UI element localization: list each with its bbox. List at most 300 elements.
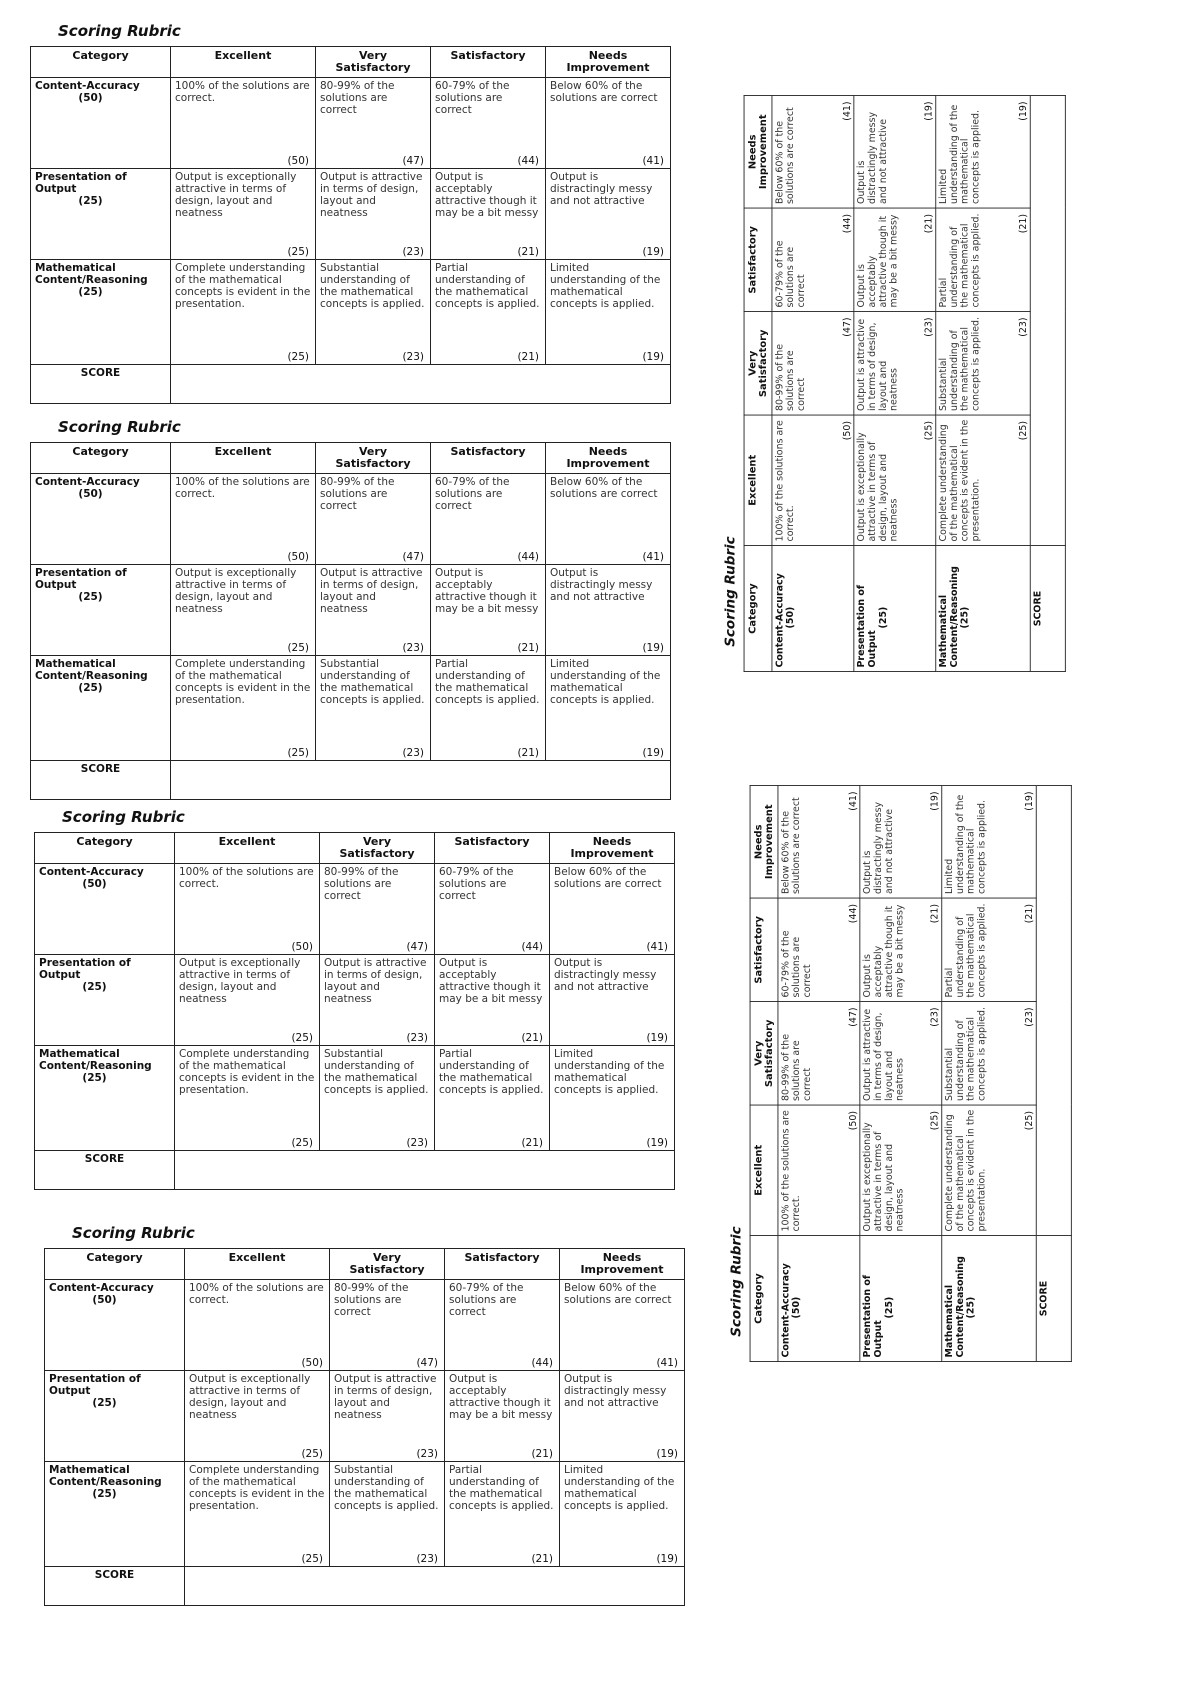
criterion-cell	[316, 169, 431, 260]
criterion-text: Complete understanding of the mathematical concepts is evident in the presentation.	[179, 1048, 315, 1096]
category-name: Presentation of Output	[862, 1274, 884, 1358]
category-cell	[45, 1280, 185, 1371]
criterion-cell	[936, 415, 1031, 545]
criterion-cell	[171, 474, 316, 565]
criterion-cell	[330, 1371, 445, 1462]
criterion-cell	[316, 260, 431, 365]
category-name: Content-Accuracy	[39, 866, 144, 878]
table-row	[35, 1046, 675, 1151]
criterion-cell	[546, 565, 671, 656]
table-row	[45, 1371, 685, 1462]
criterion-text: Output is acceptably attractive though it may be a bit messy	[439, 957, 543, 1005]
criterion-text: Output is exceptionally attractive in terms of design, layout and neatness	[862, 1122, 906, 1232]
scoring-rubric	[722, 95, 1066, 672]
criterion-score: (50)	[287, 155, 309, 167]
criterion-score: (19)	[642, 246, 664, 258]
criterion-cell	[772, 415, 854, 545]
score-row	[1030, 96, 1065, 672]
criterion-text: 80-99% of the solutions are correct	[324, 866, 399, 902]
criterion-text: Output is distractingly messy and not attractive	[550, 567, 653, 603]
criterion-text: Output is acceptably attractive though it may be a bit messy	[856, 214, 900, 308]
criterion-cell	[550, 864, 675, 955]
header-row	[31, 443, 671, 474]
rubric-table	[30, 46, 671, 404]
criterion-score: (47)	[841, 317, 853, 337]
criterion-cell	[854, 208, 936, 312]
criterion-score: (25)	[287, 351, 309, 363]
criterion-cell	[171, 78, 316, 169]
score-label: SCORE	[45, 1567, 185, 1606]
header-needs-improvement: Needs Improvement	[546, 443, 671, 474]
rubric-title: Scoring Rubric	[58, 22, 181, 40]
category-cell	[31, 260, 171, 365]
criterion-text: Partial understanding of the mathematical concepts is applied.	[435, 262, 540, 310]
category-name: Mathematical Content/Reasoning	[944, 1256, 966, 1358]
criterion-score: (47)	[847, 1007, 859, 1027]
score-label: SCORE	[31, 365, 171, 404]
criterion-text: Output is exceptionally attractive in terms of design, layout and neatness	[189, 1373, 311, 1421]
rubric-title: Scoring Rubric	[72, 1224, 195, 1242]
criterion-text: Output is exceptionally attractive in terms of design, layout and neatness	[175, 171, 297, 219]
score-label: SCORE	[31, 761, 171, 800]
criterion-text: Output is distractingly messy and not attractive	[554, 957, 657, 993]
criterion-text: Limited understanding of the mathematical concepts is applied.	[944, 794, 988, 894]
criterion-text: Output is attractive in terms of design, layout and neatness	[324, 957, 427, 1005]
header-category: Category	[744, 546, 772, 672]
criterion-cell	[185, 1371, 330, 1462]
criterion-score: (21)	[1018, 213, 1029, 234]
criterion-score: (21)	[517, 747, 539, 759]
category-points: (25)	[78, 286, 103, 298]
score-field[interactable]	[171, 761, 671, 800]
category-cell	[31, 656, 171, 761]
table-row	[31, 565, 671, 656]
category-cell	[45, 1371, 185, 1462]
criterion-score: (21)	[1024, 903, 1035, 924]
criterion-cell	[546, 656, 671, 761]
criterion-score: (19)	[646, 1137, 668, 1149]
criterion-text: Below 60% of the solutions are correct	[550, 476, 658, 500]
table-row	[31, 260, 671, 365]
table-row	[942, 786, 1037, 1362]
scoring-rubric	[728, 785, 1072, 1362]
criterion-score: (25)	[923, 420, 935, 441]
criterion-score: (44)	[847, 903, 859, 924]
category-name: Content-Accuracy	[35, 476, 140, 488]
criterion-score: (23)	[402, 642, 424, 654]
header-row	[35, 833, 675, 864]
criterion-cell	[171, 565, 316, 656]
scoring-rubric	[44, 1224, 685, 1606]
criterion-score: (21)	[531, 1448, 553, 1460]
criterion-text: Output is acceptably attractive though it may be a bit messy	[449, 1373, 553, 1421]
criterion-cell	[854, 415, 936, 545]
criterion-score: (50)	[287, 551, 309, 563]
table-row	[45, 1280, 685, 1371]
criterion-score: (23)	[406, 1137, 428, 1149]
category-cell	[860, 1236, 942, 1362]
criterion-text: Limited understanding of the mathematical concepts is applied.	[938, 104, 982, 204]
criterion-text: Substantial understanding of the mathematical concepts is applied.	[944, 1006, 988, 1101]
criterion-cell	[550, 955, 675, 1046]
criterion-cell	[185, 1462, 330, 1567]
score-label: SCORE	[35, 1151, 175, 1190]
criterion-score: (19)	[642, 747, 664, 759]
score-row	[31, 365, 671, 404]
criterion-cell	[778, 786, 860, 899]
criterion-score: (21)	[521, 1137, 543, 1149]
table-row	[854, 96, 936, 672]
header-satisfactory: Satisfactory	[431, 47, 546, 78]
rubric-table	[34, 832, 675, 1190]
category-points: (50)	[82, 878, 107, 890]
criterion-cell	[175, 864, 320, 955]
criterion-cell	[778, 1105, 860, 1236]
criterion-text: Output is distractingly messy and not attractive	[550, 171, 653, 207]
criterion-score: (23)	[402, 747, 424, 759]
criterion-text: 100% of the solutions are correct.	[179, 866, 314, 890]
criterion-score: (19)	[656, 1448, 678, 1460]
criterion-score: (25)	[929, 1110, 941, 1131]
category-name: Mathematical Content/Reasoning	[39, 1048, 152, 1072]
criterion-text: Partial understanding of the mathematical concepts is applied.	[944, 903, 988, 998]
header-very-satisfactory: Very Satisfactory	[750, 1002, 778, 1106]
table-row	[31, 169, 671, 260]
criterion-score: (21)	[517, 351, 539, 363]
criterion-score: (25)	[291, 1032, 313, 1044]
score-field[interactable]	[171, 365, 671, 404]
criterion-text: 100% of the solutions are correct.	[780, 1110, 802, 1232]
criterion-cell	[171, 656, 316, 761]
criterion-score: (25)	[287, 642, 309, 654]
rubric-table	[744, 95, 1066, 672]
category-cell	[35, 955, 175, 1046]
header-category: Category	[750, 1236, 778, 1362]
header-needs-improvement: Needs Improvement	[546, 47, 671, 78]
criterion-cell	[546, 474, 671, 565]
criterion-text: 60-79% of the solutions are correct	[449, 1282, 524, 1318]
table-row	[35, 864, 675, 955]
criterion-text: Partial understanding of the mathematical concepts is applied.	[435, 658, 540, 706]
score-row	[45, 1567, 685, 1606]
criterion-text: Substantial understanding of the mathematical concepts is applied.	[938, 316, 982, 411]
category-name: Content-Accuracy	[35, 80, 140, 92]
category-cell	[31, 78, 171, 169]
category-cell	[854, 546, 936, 672]
criterion-cell	[560, 1462, 685, 1567]
criterion-score: (23)	[402, 246, 424, 258]
criterion-text: Limited understanding of the mathematical concepts is applied.	[550, 262, 661, 310]
criterion-text: Limited understanding of the mathematical concepts is applied.	[554, 1048, 665, 1096]
criterion-cell	[860, 898, 942, 1002]
criterion-text: Below 60% of the solutions are correct	[550, 80, 658, 104]
score-field[interactable]	[175, 1151, 675, 1190]
criterion-score: (44)	[521, 941, 543, 953]
criterion-cell	[431, 656, 546, 761]
criterion-cell	[778, 898, 860, 1002]
criterion-score: (44)	[517, 551, 539, 563]
header-very-satisfactory: Very Satisfactory	[330, 1249, 445, 1280]
criterion-text: 100% of the solutions are correct.	[175, 80, 310, 104]
criterion-cell	[320, 1046, 435, 1151]
criterion-cell	[320, 864, 435, 955]
category-cell	[31, 169, 171, 260]
criterion-cell	[936, 96, 1031, 209]
score-field[interactable]	[185, 1567, 685, 1606]
criterion-score: (21)	[531, 1553, 553, 1565]
criterion-text: Output is exceptionally attractive in terms of design, layout and neatness	[175, 567, 297, 615]
category-cell	[35, 864, 175, 955]
rotated-rubric-slot-2	[728, 791, 1050, 1363]
rubric-table	[750, 785, 1072, 1362]
criterion-cell	[854, 96, 936, 209]
criterion-text: Output is exceptionally attractive in terms of design, layout and neatness	[179, 957, 301, 1005]
criterion-text: Substantial understanding of the mathematical concepts is applied.	[334, 1464, 439, 1512]
criterion-text: Complete understanding of the mathematical concepts is evident in the presentation.	[938, 419, 982, 542]
category-points: (25)	[78, 682, 103, 694]
criterion-score: (19)	[642, 351, 664, 363]
criterion-text: Complete understanding of the mathematical concepts is evident in the presentation.	[175, 658, 311, 706]
criterion-text: Below 60% of the solutions are correct	[780, 797, 802, 894]
category-points: (50)	[78, 92, 103, 104]
category-name: Content-Accuracy	[780, 1263, 791, 1358]
category-cell	[45, 1462, 185, 1567]
rubric-table	[30, 442, 671, 800]
criterion-cell	[772, 208, 854, 312]
category-name: Presentation of Output	[49, 1373, 141, 1397]
criterion-text: Limited understanding of the mathematical concepts is applied.	[550, 658, 661, 706]
criterion-cell	[171, 260, 316, 365]
criterion-score: (25)	[301, 1553, 323, 1565]
header-category: Category	[31, 47, 171, 78]
criterion-text: 60-79% of the solutions are correct	[435, 80, 510, 116]
criterion-score: (41)	[642, 551, 664, 563]
criterion-text: Below 60% of the solutions are correct	[774, 107, 796, 204]
category-cell	[772, 546, 854, 672]
category-points: (25)	[959, 606, 971, 629]
table-row	[936, 96, 1031, 672]
score-row	[1036, 786, 1071, 1362]
criterion-cell	[185, 1280, 330, 1371]
criterion-score: (19)	[923, 101, 935, 121]
criterion-cell	[936, 208, 1031, 312]
criterion-score: (41)	[656, 1357, 678, 1369]
criterion-text: Below 60% of the solutions are correct	[554, 866, 662, 890]
criterion-text: Partial understanding of the mathematical concepts is applied.	[938, 213, 982, 308]
criterion-cell	[431, 78, 546, 169]
criterion-score: (23)	[416, 1553, 438, 1565]
header-satisfactory: Satisfactory	[431, 443, 546, 474]
criterion-text: 100% of the solutions are correct.	[774, 420, 796, 542]
header-satisfactory: Satisfactory	[744, 208, 772, 312]
criterion-score: (50)	[301, 1357, 323, 1369]
header-row	[31, 47, 671, 78]
header-needs-improvement: Needs Improvement	[550, 833, 675, 864]
criterion-text: Complete understanding of the mathematical concepts is evident in the presentation.	[944, 1109, 988, 1232]
category-name: Mathematical Content/Reasoning	[35, 262, 148, 286]
category-points: (25)	[877, 606, 889, 629]
criterion-score: (21)	[517, 642, 539, 654]
criterion-score: (25)	[287, 747, 309, 759]
criterion-cell	[445, 1462, 560, 1567]
header-very-satisfactory: Very Satisfactory	[316, 443, 431, 474]
category-points: (25)	[92, 1488, 117, 1500]
criterion-text: 80-99% of the solutions are correct	[334, 1282, 409, 1318]
criterion-text: Output is distractingly messy and not attractive	[856, 111, 889, 204]
criterion-score: (19)	[656, 1553, 678, 1565]
criterion-score: (41)	[642, 155, 664, 167]
criterion-score: (44)	[841, 213, 853, 234]
header-excellent: Excellent	[171, 443, 316, 474]
criterion-cell	[860, 1002, 942, 1106]
criterion-score: (44)	[531, 1357, 553, 1369]
criterion-cell	[330, 1462, 445, 1567]
criterion-score: (21)	[923, 213, 935, 234]
criterion-score: (41)	[841, 101, 853, 121]
header-satisfactory: Satisfactory	[435, 833, 550, 864]
header-very-satisfactory: Very Satisfactory	[316, 47, 431, 78]
header-satisfactory: Satisfactory	[750, 898, 778, 1002]
score-label: SCORE	[1036, 1236, 1071, 1362]
criterion-text: Complete understanding of the mathematical concepts is evident in the presentation.	[189, 1464, 325, 1512]
criterion-score: (50)	[847, 1110, 859, 1131]
criterion-text: 100% of the solutions are correct.	[189, 1282, 324, 1306]
criterion-cell	[550, 1046, 675, 1151]
header-row	[750, 786, 778, 1362]
criterion-text: Partial understanding of the mathematical concepts is applied.	[449, 1464, 554, 1512]
header-needs-improvement: Needs Improvement	[750, 786, 778, 899]
header-very-satisfactory: Very Satisfactory	[320, 833, 435, 864]
criterion-score: (25)	[287, 246, 309, 258]
criterion-cell	[445, 1371, 560, 1462]
score-field[interactable]	[1036, 786, 1071, 1236]
criterion-score: (41)	[646, 941, 668, 953]
criterion-cell	[772, 96, 854, 209]
header-excellent: Excellent	[171, 47, 316, 78]
category-points: (25)	[82, 981, 107, 993]
criterion-cell	[942, 1002, 1037, 1106]
criterion-text: Output is acceptably attractive though it may be a bit messy	[435, 171, 539, 219]
criterion-cell	[175, 1046, 320, 1151]
category-cell	[31, 474, 171, 565]
header-category: Category	[45, 1249, 185, 1280]
category-name: Presentation of Output	[35, 567, 127, 591]
criterion-cell	[431, 169, 546, 260]
criterion-cell	[546, 169, 671, 260]
criterion-cell	[431, 565, 546, 656]
score-row	[35, 1151, 675, 1190]
scoring-rubric	[34, 808, 675, 1190]
criterion-score: (47)	[406, 941, 428, 953]
category-name: Presentation of Output	[856, 584, 878, 668]
criterion-cell	[942, 786, 1037, 899]
criterion-cell	[445, 1280, 560, 1371]
header-excellent: Excellent	[185, 1249, 330, 1280]
category-cell	[31, 565, 171, 656]
criterion-cell	[431, 474, 546, 565]
criterion-text: 80-99% of the solutions are correct	[320, 476, 395, 512]
category-name: Content-Accuracy	[774, 573, 785, 668]
criterion-score: (23)	[923, 317, 935, 337]
criterion-score: (19)	[646, 1032, 668, 1044]
criterion-text: Output is acceptably attractive though it may be a bit messy	[435, 567, 539, 615]
criterion-text: Output is distractingly messy and not attractive	[564, 1373, 667, 1409]
category-points: (25)	[883, 1296, 895, 1319]
scoring-rubric	[30, 418, 671, 800]
criterion-text: Substantial understanding of the mathematical concepts is applied.	[320, 262, 425, 310]
category-points: (50)	[785, 606, 796, 629]
rubric-title: Scoring Rubric	[728, 1226, 745, 1337]
criterion-text: 80-99% of the solutions are correct	[320, 80, 395, 116]
criterion-text: Substantial understanding of the mathematical concepts is applied.	[320, 658, 425, 706]
criterion-score: (21)	[929, 903, 941, 924]
criterion-text: Output is attractive in terms of design, layout and neatness	[320, 567, 423, 615]
criterion-cell	[560, 1280, 685, 1371]
rubric-title: Scoring Rubric	[58, 418, 181, 436]
category-name: Mathematical Content/Reasoning	[35, 658, 148, 682]
criterion-cell	[546, 78, 671, 169]
header-needs-improvement: Needs Improvement	[560, 1249, 685, 1280]
criterion-score: (25)	[301, 1448, 323, 1460]
category-points: (25)	[82, 1072, 107, 1084]
category-name: Presentation of Output	[35, 171, 127, 195]
criterion-cell	[860, 1105, 942, 1236]
table-row	[778, 786, 860, 1362]
criterion-score: (50)	[841, 420, 853, 441]
criterion-score: (23)	[402, 351, 424, 363]
header-excellent: Excellent	[175, 833, 320, 864]
criterion-score: (19)	[1018, 101, 1029, 121]
criterion-score: (41)	[847, 791, 859, 811]
header-very-satisfactory: Very Satisfactory	[744, 312, 772, 416]
criterion-cell	[936, 312, 1031, 416]
table-row	[31, 474, 671, 565]
criterion-cell	[942, 1105, 1037, 1236]
table-row	[860, 786, 942, 1362]
criterion-text: Output is distractingly messy and not attractive	[862, 801, 895, 894]
table-row	[31, 656, 671, 761]
criterion-cell	[546, 260, 671, 365]
criterion-text: Output is attractive in terms of design, layout and neatness	[320, 171, 423, 219]
criterion-cell	[175, 955, 320, 1046]
criterion-cell	[942, 898, 1037, 1002]
score-field[interactable]	[1030, 96, 1065, 546]
criterion-cell	[171, 169, 316, 260]
category-name: Presentation of Output	[39, 957, 131, 981]
criterion-text: Output is attractive in terms of design, layout and neatness	[862, 1008, 906, 1101]
category-cell	[35, 1046, 175, 1151]
criterion-cell	[316, 565, 431, 656]
category-points: (50)	[92, 1294, 117, 1306]
criterion-score: (23)	[929, 1007, 941, 1027]
criterion-text: 100% of the solutions are correct.	[175, 476, 310, 500]
criterion-score: (19)	[642, 642, 664, 654]
criterion-cell	[860, 786, 942, 899]
criterion-score: (23)	[406, 1032, 428, 1044]
scoring-rubric	[30, 22, 671, 404]
header-row	[744, 96, 772, 672]
criterion-score: (25)	[1018, 420, 1029, 441]
rotated-rubric-slot-1	[722, 101, 1044, 673]
criterion-text: 60-79% of the solutions are correct	[435, 476, 510, 512]
criterion-score: (21)	[517, 246, 539, 258]
category-name: Mathematical Content/Reasoning	[938, 566, 960, 668]
criterion-cell	[854, 312, 936, 416]
criterion-text: Below 60% of the solutions are correct	[564, 1282, 672, 1306]
criterion-score: (25)	[291, 1137, 313, 1149]
criterion-cell	[431, 260, 546, 365]
criterion-cell	[560, 1371, 685, 1462]
